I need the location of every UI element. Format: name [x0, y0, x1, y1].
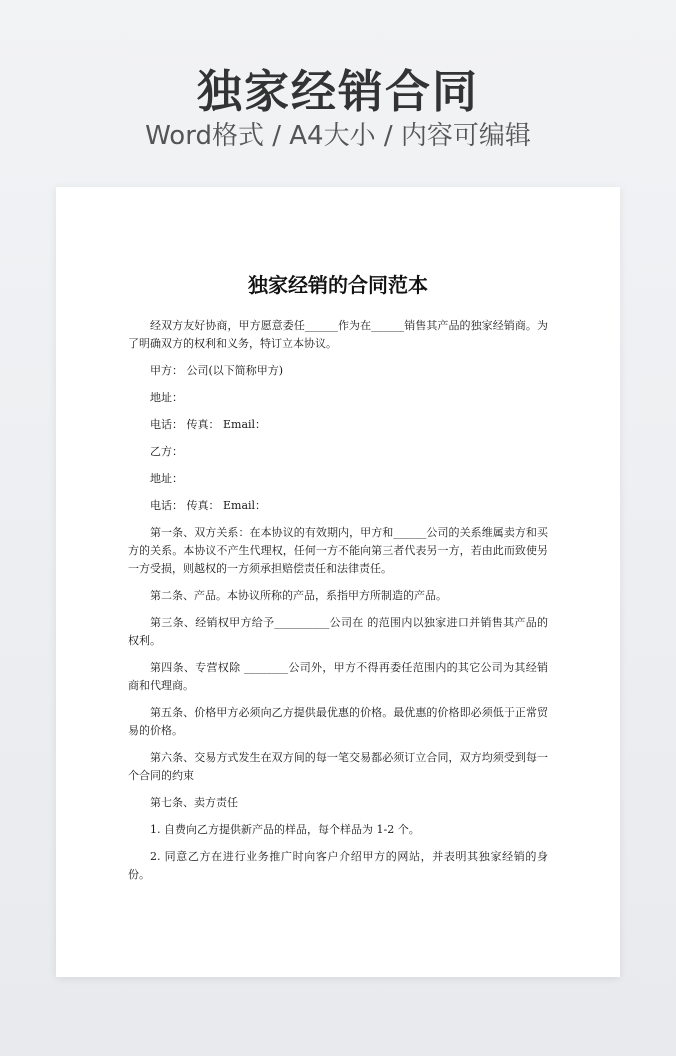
- article-3: 第三条、经销权甲方给予__________公司在 的范围内以独家进口并销售其产品的权利。: [128, 616, 548, 647]
- banner-subtitle: Word格式 / A4大小 / 内容可编辑: [145, 121, 531, 151]
- party-a-contact: 电话： 传真： Email：: [150, 418, 267, 431]
- banner-title: 独家经销合同: [196, 65, 479, 118]
- article-7-item-1: 1. 自费向乙方提供新产品的样品，每个样品为 1-2 个。: [150, 823, 420, 836]
- party-a-address: 地址：: [150, 391, 183, 404]
- document-body: [128, 317, 548, 893]
- document-title: 独家经销的合同范本: [248, 273, 428, 297]
- article-7-item-2: 2. 同意乙方在进行业务推广时向客户介绍甲方的网站，并表明其独家经销的身份。: [128, 850, 548, 881]
- article-7-heading: 第七条、卖方责任: [150, 796, 238, 809]
- document-page: [56, 187, 620, 977]
- article-1: 第一条、双方关系：在本协议的有效期内，甲方和______公司的关系维属卖方和买方的关系。本协议不产生代理权，任何一方不能向第三者代表另一方，若由此而致使另一方受损，则越权的一方须承担赔偿责任和法律责任。: [128, 526, 548, 575]
- party-b-address: 地址：: [150, 472, 183, 485]
- party-b-contact: 电话： 传真： Email：: [150, 499, 267, 512]
- article-4: 第四条、专营权除 ________公司外，甲方不得再委任范围内的其它公司为其经销商和代理商。: [128, 661, 548, 692]
- article-6: 第六条、交易方式发生在双方间的每一笔交易都必须订立合同，双方均须受到每一个合同的约束: [128, 751, 548, 782]
- party-b-name: 乙方：: [150, 445, 183, 458]
- intro-paragraph: 经双方友好协商，甲方愿意委任______作为在______销售其产品的独家经销商。为了明确双方的权利和义务，特订立本协议。: [128, 319, 548, 350]
- article-5: 第五条、价格甲方必须向乙方提供最优惠的价格。最优惠的价格即必须低于正常贸易的价格。: [128, 706, 548, 737]
- party-a-name: 甲方： 公司(以下简称甲方): [150, 364, 284, 377]
- article-2: 第二条、产品。本协议所称的产品，系指甲方所制造的产品。: [150, 589, 447, 602]
